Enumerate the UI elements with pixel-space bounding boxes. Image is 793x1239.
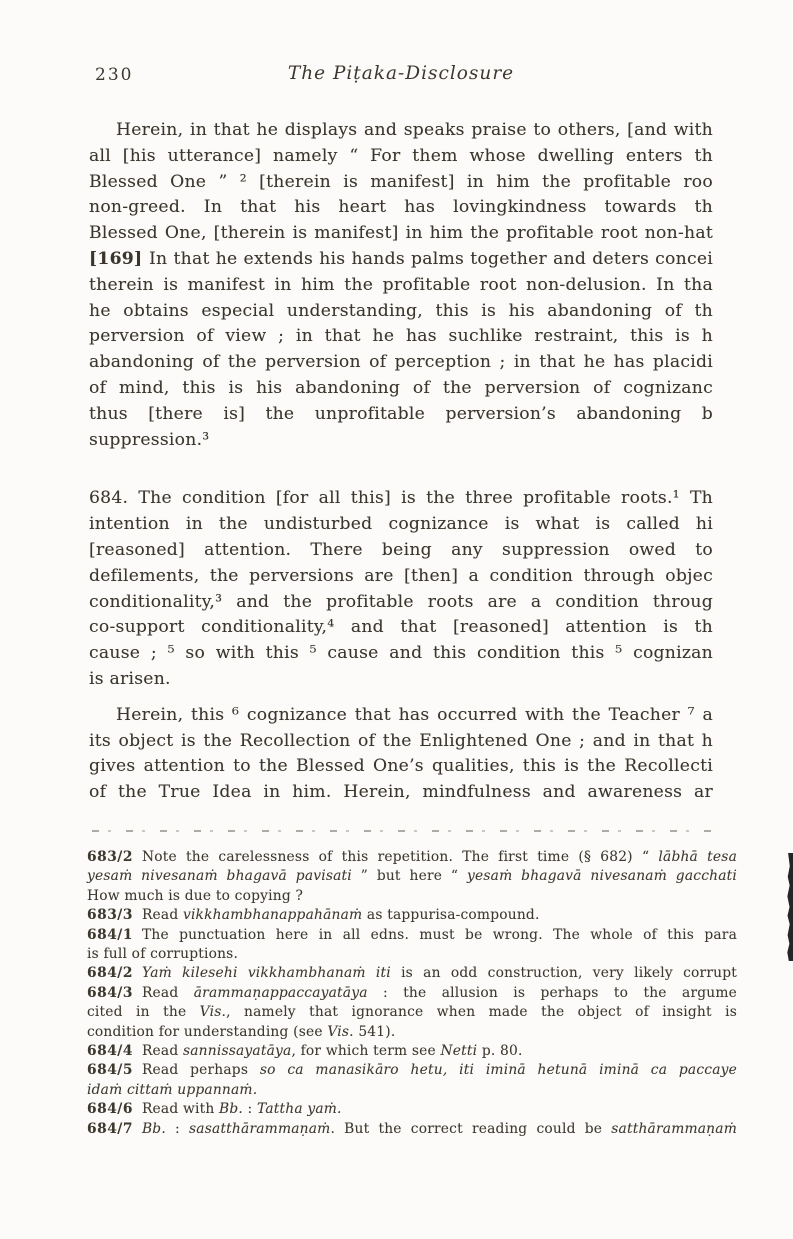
footnote-line: [87, 848, 737, 867]
footnote-line: condition for understanding (see Vis. 541).: [87, 1023, 396, 1040]
text-line: intention in the undisturbed cognizance is what is called hi: [89, 514, 713, 535]
text-line: 684. The condition [for all this] is the three profitable roots.¹ Th: [89, 488, 713, 509]
footnote-line: [87, 906, 737, 925]
footnote-text: Note the carelessness of this repetition. The first time (§ 682) “ lābhā tesa: [141, 849, 737, 865]
text-line-section-marker-169: [169] In that he extends his hands palms together and deters concei: [89, 248, 713, 269]
footnote-line: idaṁ cittaṁ uppannaṁ.: [87, 1081, 258, 1098]
footnote: [87, 1100, 737, 1119]
text-line: Herein, this ⁶ cognizance that has occurred with the Teacher ⁷ a: [116, 704, 713, 725]
text-line: co-support conditionality,⁴ and that [reasoned] attention is th: [89, 617, 713, 638]
text-line: Blessed One ” ² [therein is manifest] in him the profitable roo: [89, 171, 713, 192]
footnote-text: Read vikkhambhanappahānaṁ as tappurisa-compound.: [141, 907, 540, 924]
footnote-text: The punctuation here in all edns. must be wrong. The whole of this para: [141, 926, 737, 943]
footnote-line: [87, 926, 737, 945]
page-number: 230: [95, 65, 134, 85]
footnote-label: 684/7: [87, 1120, 133, 1137]
footnote: [87, 1061, 737, 1100]
text-line: Herein, in that he displays and speaks praise to others, [and with: [116, 120, 713, 140]
footnote-label: 684/4: [87, 1043, 133, 1060]
footnote-label: 684/5: [87, 1062, 133, 1079]
footnote-label: 684/3: [87, 984, 133, 1001]
paragraph-recollection: [89, 703, 713, 806]
footnote-line: [87, 1120, 737, 1139]
text-line: suppression.³: [89, 429, 210, 450]
text-line: gives attention to the Blessed One’s qualities, this is the Recollecti: [89, 756, 713, 777]
footnote-line: yesaṁ nivesanaṁ bhagavā pavisati ” but here “ yesaṁ bhagavā nivesanaṁ gacchati: [87, 868, 737, 885]
footnote-label: 684/6: [87, 1101, 133, 1118]
text-line: defilements, the perversions are [then] a condition through objec: [89, 565, 713, 586]
text-line: conditionality,³ and the profitable roots are a condition throug: [89, 591, 713, 612]
footnote: [87, 926, 737, 965]
footnote: [87, 848, 737, 906]
text-line: of mind, this is his abandoning of the perversion of cognizanc: [89, 377, 713, 398]
main-text: [89, 118, 713, 806]
footnote-label: 683/2: [87, 849, 133, 865]
text-line: thus [there is] the unprofitable perversion’s abandoning b: [89, 403, 713, 424]
text-line: non-greed. In that his heart has lovingkindness towards th: [89, 197, 713, 218]
footnote-line: is full of corruptions.: [87, 946, 239, 963]
footnote: [87, 964, 737, 983]
text-line: is arisen.: [89, 668, 171, 689]
footnote-line: How much is due to copying ?: [87, 887, 304, 904]
footnote-text: Read perhaps so ca manasikāro hetu, iti iminā hetunā iminā ca paccaye: [141, 1062, 737, 1079]
running-title: The Piṭaka-Disclosure: [287, 63, 515, 84]
footnote: [87, 1042, 737, 1061]
footnote-label: 684/1: [87, 926, 133, 943]
text-line: of the True Idea in him. Herein, mindfulness and awareness ar: [89, 782, 713, 803]
scan-artifact-bar: [787, 853, 793, 961]
footnote-line: [87, 1100, 737, 1119]
footnote-text: Read with Bb. : Tattha yaṁ.: [141, 1101, 342, 1118]
footnote-text: Yaṁ kilesehi vikkhambhanaṁ iti is an odd construction, very likely corrupt: [141, 965, 737, 982]
footnote: [87, 906, 737, 925]
text-line: [reasoned] attention. There being any suppression owed to: [89, 539, 713, 560]
page-header: [89, 63, 713, 89]
text-line: all [his utterance] namely “ For them whose dwelling enters th: [89, 145, 713, 166]
text-line: perversion of view ; in that he has suchlike restraint, this is h: [89, 326, 713, 347]
footnote-text: Read sannissayatāya, for which term see Netti p. 80.: [141, 1043, 523, 1060]
paragraph-684: [89, 486, 713, 692]
footnote-label: 684/2: [87, 965, 133, 982]
footnotes: [87, 848, 737, 1139]
footnote-text: Bb. : sasatthārammaṇaṁ. But the correct reading could be satthārammaṇaṁ: [141, 1120, 737, 1137]
text-line: Blessed One, [therein is manifest] in him the profitable root non-hat: [89, 223, 713, 244]
footnote-line: [87, 984, 737, 1003]
footnote-line: cited in the Vis., namely that ignorance when made the object of insight is: [87, 1004, 737, 1021]
footnote: [87, 1120, 737, 1139]
text-line: its object is the Recollection of the Enlightened One ; and in that h: [89, 730, 713, 751]
footnote-text: Read ārammaṇappaccayatāya : the allusion is perhaps to the argume: [141, 984, 738, 1001]
text-line: abandoning of the perversion of perception ; in that he has placidi: [89, 352, 713, 373]
footnote: [87, 984, 737, 1042]
text-line: he obtains especial understanding, this is his abandoning of th: [89, 300, 713, 321]
text-line: therein is manifest in him the profitable root non-delusion. In tha: [89, 274, 713, 295]
footnote-line: [87, 964, 737, 983]
footnote-label: 683/3: [87, 907, 133, 924]
text-line: cause ; ⁵ so with this ⁵ cause and this condition this ⁵ cognizan: [89, 643, 713, 664]
footnote-separator-rule: [92, 830, 712, 832]
footnote-line: [87, 1042, 737, 1061]
paragraph-683: [89, 118, 713, 453]
footnote-line: [87, 1061, 737, 1080]
